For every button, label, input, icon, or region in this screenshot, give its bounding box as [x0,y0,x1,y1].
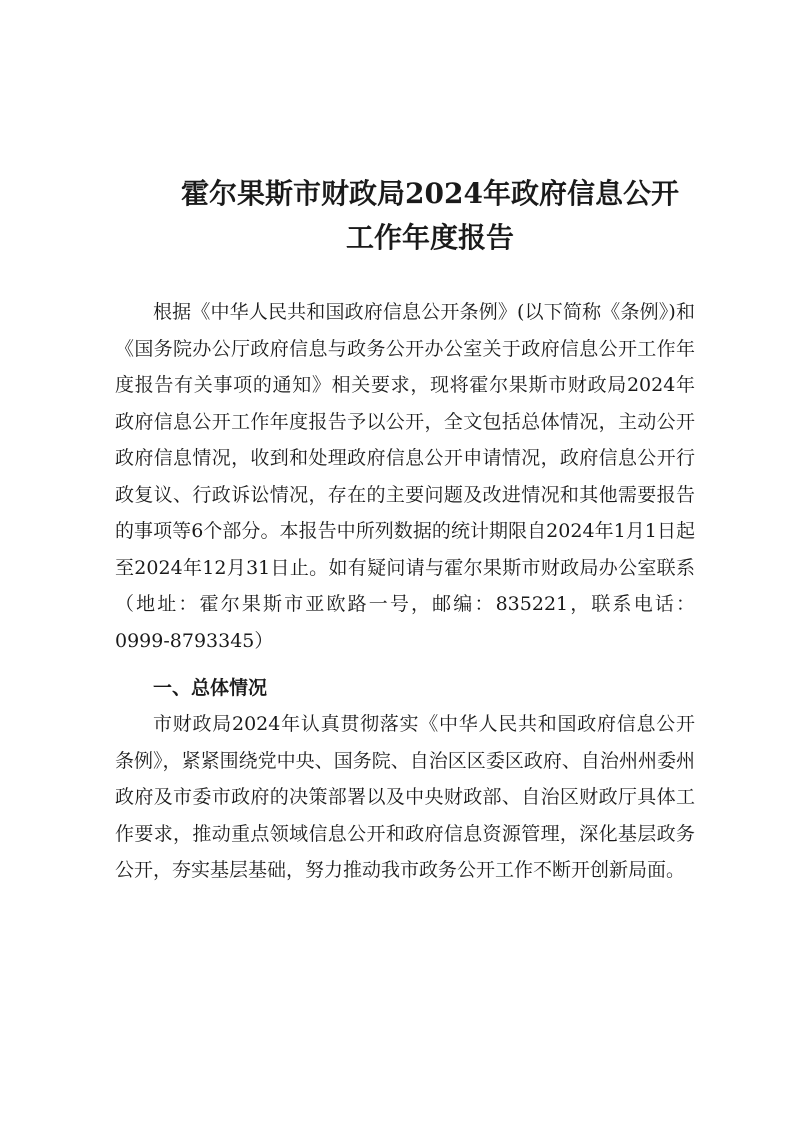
section-heading-overview: 一、总体情况 [153,677,268,699]
intro-paragraph: 根据《中华人民共和国政府信息公开条例》(以下简称《条例》)和《国务院办公厅政府信息与政务公开办公室关于政府信息公开工作年度报告有关事项的通知》相关要求，现将霍尔果斯市财政局2024年政府信息公开工作年度报告予以公开，全文包括总体情况，主动公开政府信息情况，收到和处理政府信息公开申请情况，政府信息公开行政复议、行政诉讼情况，存在的主要问题及改进情况和其他需要报告的事项等6个部分。本报告中所列数据的统计期限自2024年1月1日起至2024年12月31日止。如有疑问请与霍尔果斯市财政局办公室联系（地址：霍尔果斯市亚欧路一号，邮编：835221，联系电话：0999-8793345） [115,301,695,652]
title-line-2: 工作年度报告 [345,221,514,254]
overview-paragraph: 市财政局2024年认真贯彻落实《中华人民共和国政府信息公开条例》，紧紧围绕党中央、国务院、自治区区委区政府、自治州州委州政府及市委市政府的决策部署以及中央财政部、自治区财政厅具体工作要求，推动重点领域信息公开和政府信息资源管理，深化基层政务公开，夯实基层基础，努力推动我市政务公开工作不断开创新局面。 [115,713,695,881]
document-title [150,172,710,260]
title-line-1: 霍尔果斯市财政局2024年政府信息公开 [181,177,679,210]
